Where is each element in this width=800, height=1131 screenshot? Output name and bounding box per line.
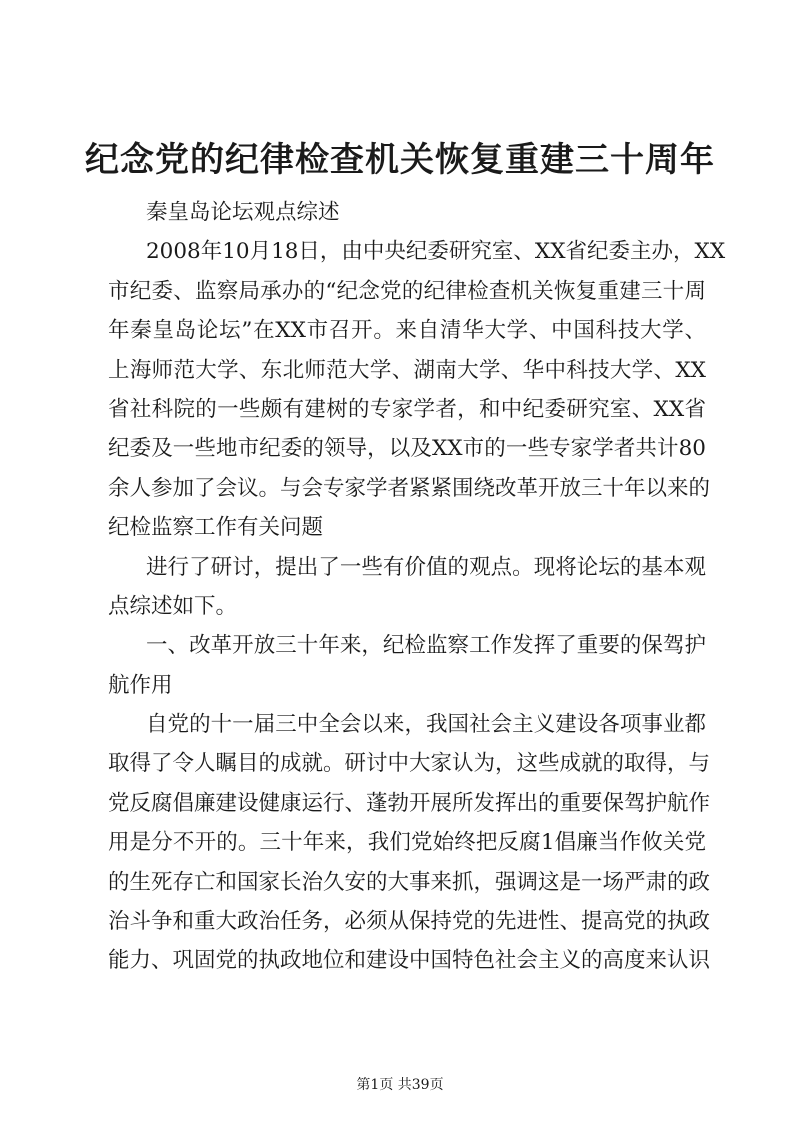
text-line: 党反腐倡廉建设健康运行、蓬勃开展所发挥出的重要保驾护航作 [108,790,711,816]
text-line: 2008年10月18日，由中央纪委研究室、XX省纪委主办，XX [146,239,726,265]
text-line: 治斗争和重大政治任务，必须从保持党的先进性、提高党的执政 [108,909,711,935]
text-line: 自党的十一届三中全会以来，我国社会主义建设各项事业都 [146,712,706,738]
text-line: 省社科院的一些颇有建树的专家学者，和中纪委研究室、XX省 [108,396,706,422]
paragraph [108,626,706,705]
text-line: 秦皇岛论坛观点综述 [146,200,340,225]
text-line: 点综述如下。 [108,593,238,619]
paragraph [108,548,706,627]
text-line: 进行了研讨，提出了一些有价值的观点。现将论坛的基本观 [146,554,706,580]
paragraph [108,705,711,981]
text-line: 余人参加了会议。与会专家学者紧紧围绕改革开放三十年以来的 [108,475,711,501]
text-line: 年秦皇岛论坛”在XX市召开。来自清华大学、中国科技大学、 [108,318,706,344]
text-line: 纪委及一些地市纪委的领导，以及XX市的一些专家学者共计80 [108,436,706,462]
text-line: 取得了令人瞩目的成就。研讨中大家认为，这些成就的取得，与 [108,751,711,777]
text-line: 纪检监察工作有关问题 [108,515,324,541]
paragraph [108,193,706,232]
text-line: 一、改革开放三十年来，纪检监察工作发挥了重要的保驾护 [146,633,706,659]
paragraph [108,232,726,547]
document-body [108,193,726,981]
page-footer: 第1页 共39页 [356,1077,444,1093]
text-line: 市纪委、监察局承办的“纪念党的纪律检查机关恢复重建三十周 [108,278,706,304]
text-line: 航作用 [108,672,173,698]
text-line: 能力、巩固党的执政地位和建设中国特色社会主义的高度来认识 [108,948,711,974]
text-line: 用是分不开的。三十年来，我们党始终把反腐1倡廉当作攸关党 [108,830,706,856]
text-line: 上海师范大学、东北师范大学、湖南大学、华中科技大学、XX [108,357,706,383]
document-title: 纪念党的纪律检查机关恢复重建三十周年 [85,140,715,180]
text-line: 的生死存亡和国家长治久安的大事来抓，强调这是一场严肃的政 [108,869,711,895]
